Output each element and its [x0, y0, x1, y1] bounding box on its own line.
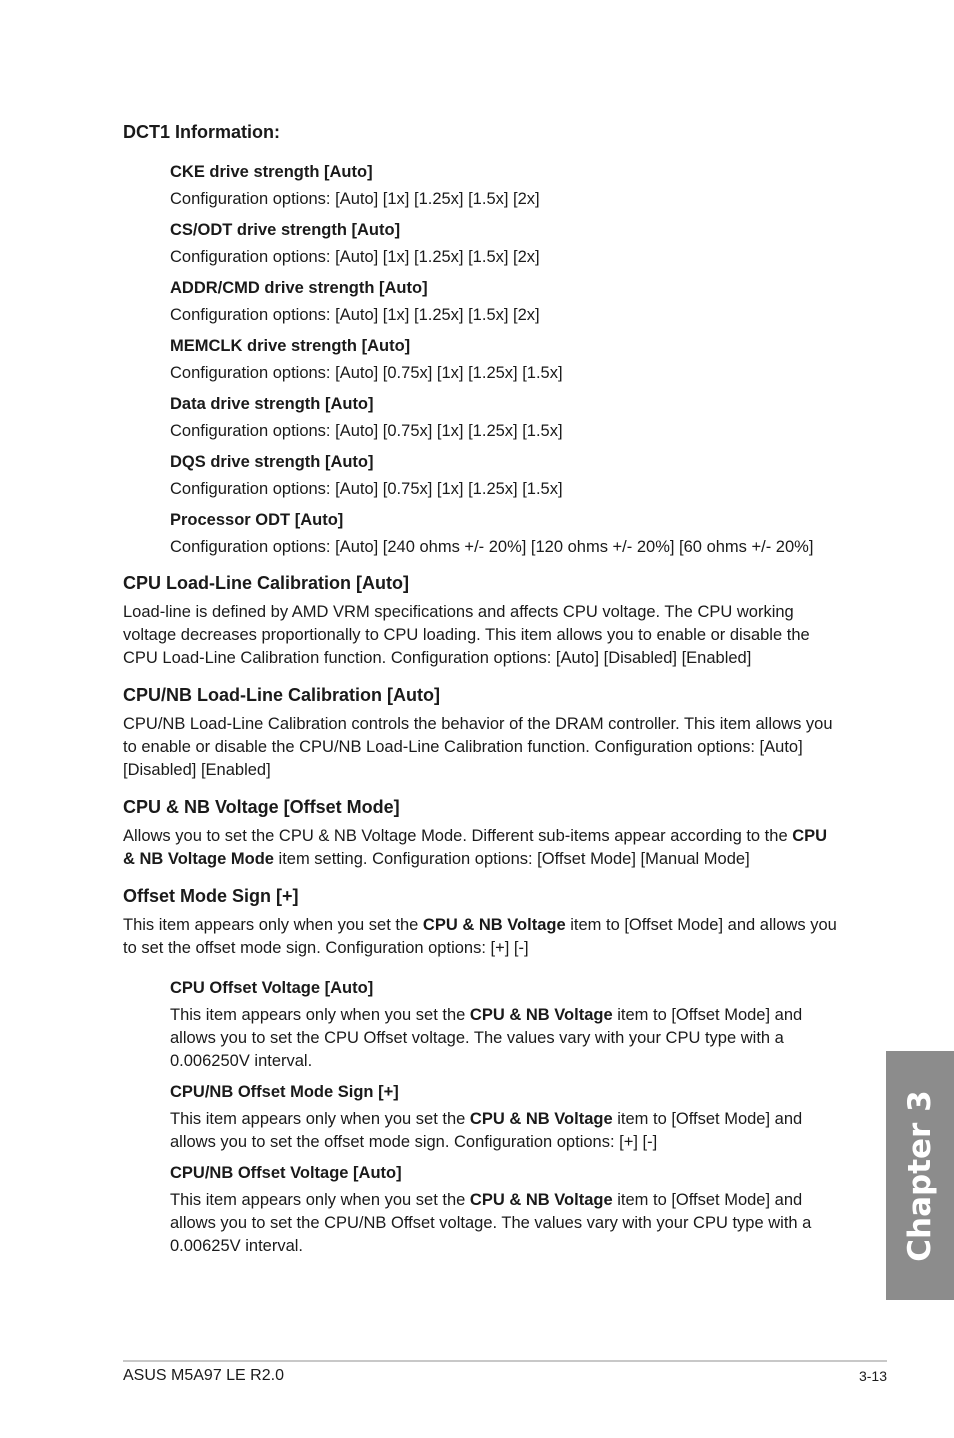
- item-title: Data drive strength [Auto]: [170, 395, 374, 413]
- item-title: CPU Offset Voltage [Auto]: [170, 979, 374, 997]
- offset-sign-body: [123, 914, 843, 960]
- text-run: This item appears only when you set the: [123, 916, 423, 934]
- text-run: This item appears only when you set the: [170, 1006, 470, 1024]
- chapter-tab: [886, 1051, 954, 1300]
- item-desc: Configuration options: [Auto] [1x] [1.25x] [1.5x] [2x]: [170, 190, 540, 208]
- text-run: item to [Offset Mode] and allows you to set the CPU Offset voltage. The values vary with your CPU type with a 0.006250V interval.: [170, 1006, 803, 1070]
- bold-term: CPU & NB Voltage: [422, 916, 566, 934]
- bold-term: CPU & NB Voltage: [469, 1110, 613, 1128]
- dct1-items: [170, 161, 843, 559]
- bold-term: CPU & NB Voltage Mode: [123, 827, 828, 868]
- footer-product: ASUS M5A97 LE R2.0: [123, 1367, 284, 1384]
- text-run: This item appears only when you set the: [170, 1110, 470, 1128]
- offset-items: [170, 977, 843, 1258]
- text-run: item to [Offset Mode] and allows you to set the CPU/NB Offset voltage. The values vary with your CPU type with a 0.00625V interval.: [170, 1191, 812, 1255]
- item-desc: Configuration options: [Auto] [1x] [1.25x] [1.5x] [2x]: [170, 306, 540, 324]
- cpunb-llc-heading: CPU/NB Load-Line Calibration [Auto]: [123, 685, 440, 705]
- bold-term: CPU & NB Voltage: [469, 1006, 613, 1024]
- text-run: This item appears only when you set the: [170, 1191, 470, 1209]
- item-desc: [170, 1004, 843, 1073]
- offset-sign-heading: Offset Mode Sign [+]: [123, 886, 299, 906]
- item-desc: Configuration options: [Auto] [0.75x] [1x] [1.25x] [1.5x]: [170, 364, 563, 382]
- item-desc: Configuration options: [Auto] [1x] [1.25x] [1.5x] [2x]: [170, 248, 540, 266]
- cpunb-llc-body: CPU/NB Load-Line Calibration controls the behavior of the DRAM controller. This item allows you to enable or disable the CPU/NB Load-Line Calibration function. Configuration options: [Auto] [Disabled] [Enabled]: [123, 715, 833, 779]
- item-desc: Configuration options: [Auto] [240 ohms +/- 20%] [120 ohms +/- 20%] [60 ohms +/- 20%]: [170, 538, 814, 556]
- footer-page-number: 3-13: [858, 1368, 887, 1384]
- voltage-mode-body: [123, 825, 843, 871]
- text-run: item to [Offset Mode] and allows you to set the offset mode sign. Configuration options: [+] [-]: [123, 916, 837, 957]
- item-title: MEMCLK drive strength [Auto]: [170, 337, 411, 355]
- item-title: CKE drive strength [Auto]: [170, 163, 373, 181]
- text-run: item to [Offset Mode] and allows you to set the offset mode sign. Configuration options: [+] [-]: [170, 1110, 803, 1151]
- item-desc: Configuration options: [Auto] [0.75x] [1x] [1.25x] [1.5x]: [170, 422, 563, 440]
- dct1-heading: DCT1 Information:: [123, 122, 280, 142]
- voltage-mode-heading: CPU & NB Voltage [Offset Mode]: [123, 797, 400, 817]
- text-run: Allows you to set the CPU & NB Voltage Mode. Different sub-items appear according to the: [123, 827, 793, 845]
- item-desc: [170, 1108, 843, 1154]
- item-title: CPU/NB Offset Mode Sign [+]: [170, 1083, 399, 1101]
- text-run: item setting. Configuration options: [Offset Mode] [Manual Mode]: [273, 850, 750, 868]
- item-title: Processor ODT [Auto]: [170, 511, 344, 529]
- item-title: CS/ODT drive strength [Auto]: [170, 221, 401, 239]
- item-desc: Configuration options: [Auto] [0.75x] [1x] [1.25x] [1.5x]: [170, 480, 563, 498]
- item-title: CPU/NB Offset Voltage [Auto]: [170, 1164, 402, 1182]
- chapter-tab-label: Chapter 3: [902, 1089, 938, 1262]
- cpu-llc-heading: CPU Load-Line Calibration [Auto]: [123, 573, 409, 593]
- item-title: ADDR/CMD drive strength [Auto]: [170, 279, 428, 297]
- item-desc: [170, 1189, 843, 1258]
- bold-term: CPU & NB Voltage: [469, 1191, 613, 1209]
- cpu-llc-body: Load-line is defined by AMD VRM specifications and affects CPU voltage. The CPU working voltage decreases proportionally to CPU loading. This item allows you to enable or disable the CPU Load-Line Calibration function. Configuration options: [Auto] [Disabled] [Enabled]: [123, 603, 810, 667]
- page-content: [123, 120, 843, 1258]
- footer-rule: [123, 1360, 887, 1362]
- item-title: DQS drive strength [Auto]: [170, 453, 374, 471]
